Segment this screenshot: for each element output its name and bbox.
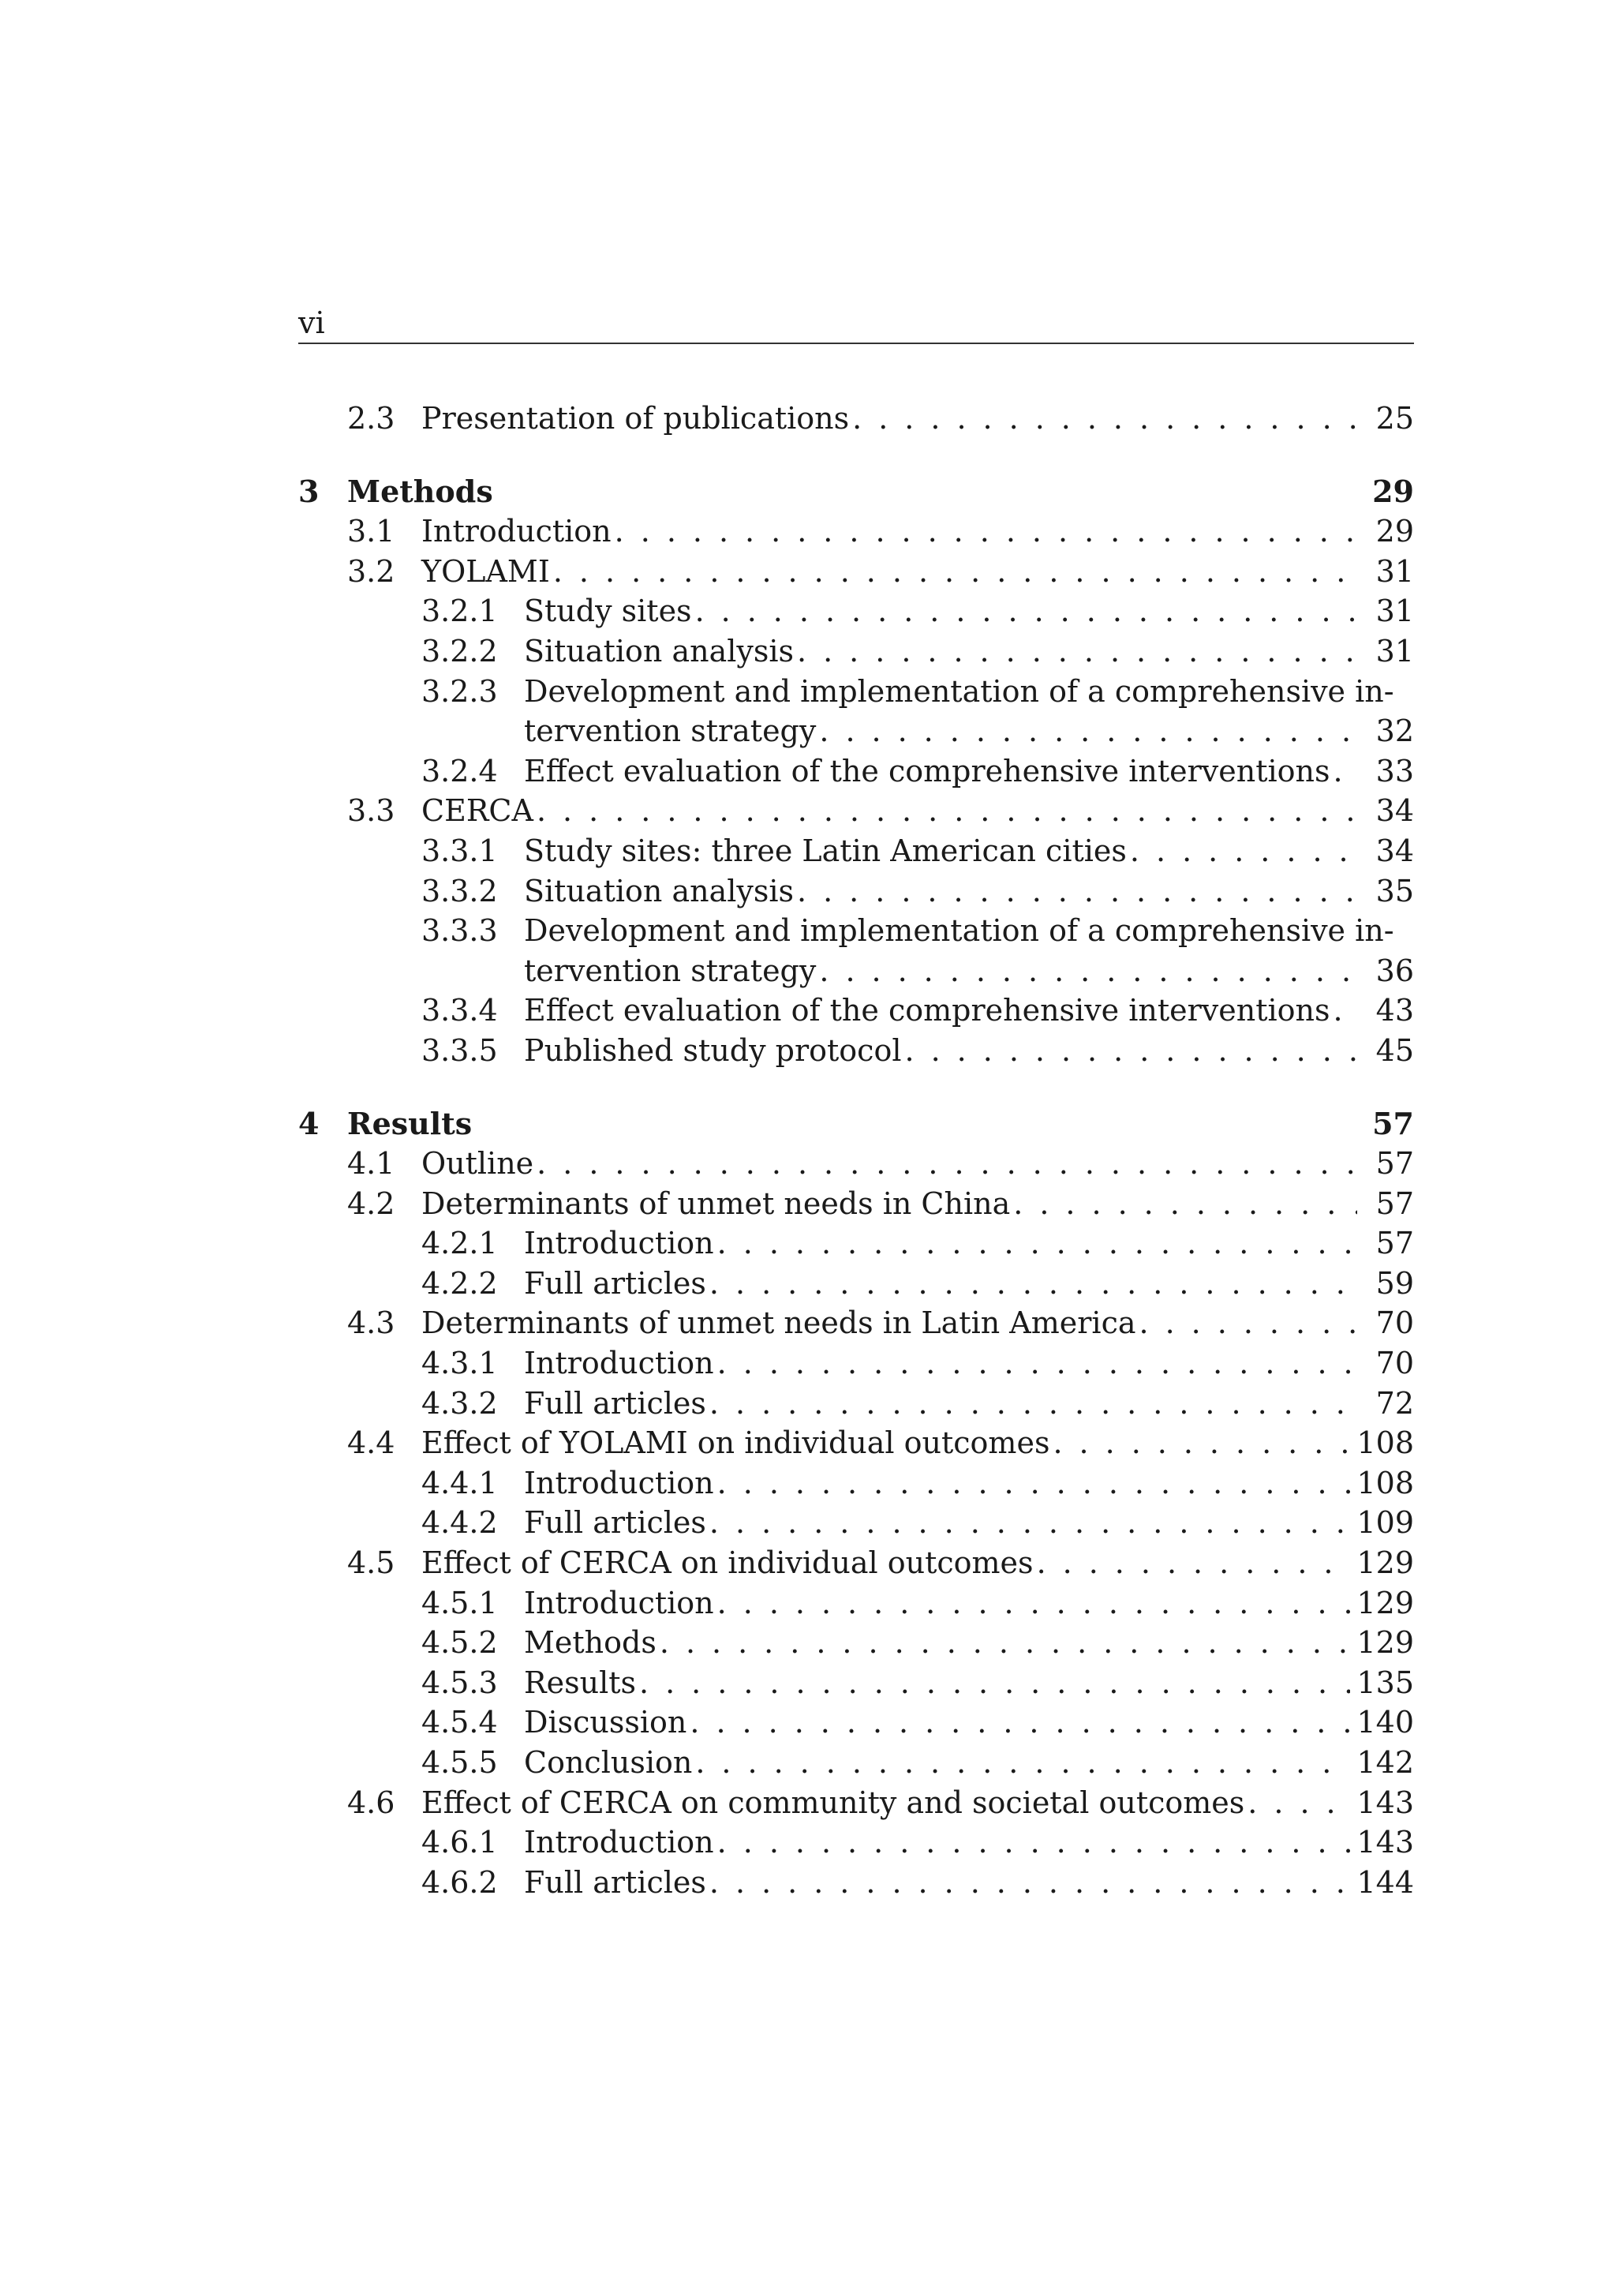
chapter-title: Methods — [347, 472, 496, 512]
subsection-number: 3.3.3 — [421, 913, 498, 949]
toc-entry[interactable] — [298, 399, 1414, 439]
toc-chapter[interactable] — [298, 1104, 1414, 1144]
dot-leader — [717, 1223, 1357, 1264]
subsection-title-line1: Development and implementation of a comprehensive in- — [524, 673, 1394, 709]
subsection-title: Situation analysis — [524, 631, 797, 672]
subsection-number: 4.5.4 — [421, 1705, 498, 1740]
page-number: vi — [298, 305, 325, 340]
dot-leader — [537, 1144, 1357, 1184]
subsection-number: 4.5.5 — [421, 1745, 498, 1780]
dot-leader — [797, 871, 1357, 912]
section-number: 4.5 — [347, 1545, 395, 1581]
section-title: Determinants of unmet needs in Latin America — [421, 1303, 1139, 1343]
section-title: Determinants of unmet needs in China — [421, 1184, 1013, 1224]
toc-entry-multiline[interactable] — [298, 672, 1414, 712]
subsection-title-line1: Development and implementation of a comprehensive in- — [524, 913, 1394, 949]
subsection-number: 4.2.2 — [421, 1265, 498, 1301]
dot-leader — [695, 1743, 1350, 1783]
chapter-title: Results — [347, 1104, 475, 1144]
toc-entry-multiline[interactable] — [298, 911, 1414, 951]
subsection-title: Introduction — [524, 1223, 717, 1264]
page-ref: 59 — [1375, 1265, 1414, 1301]
toc-entry[interactable] — [298, 1423, 1414, 1463]
subsection-number: 4.2.1 — [421, 1226, 498, 1261]
page-ref: 57 — [1375, 1185, 1414, 1221]
toc-entry[interactable] — [298, 1144, 1414, 1184]
page-ref: 144 — [1356, 1864, 1414, 1900]
subsection-number: 3.2.2 — [421, 633, 498, 669]
subsection-title: Published study protocol — [524, 1031, 905, 1071]
toc-entry[interactable] — [298, 1663, 1414, 1703]
subsection-number: 4.4.2 — [421, 1505, 498, 1541]
page-ref: 33 — [1375, 753, 1414, 788]
toc-chapter[interactable] — [298, 472, 1414, 512]
page-ref: 109 — [1356, 1505, 1414, 1541]
subsection-title: Full articles — [524, 1503, 709, 1543]
page-ref: 34 — [1375, 793, 1414, 829]
subsection-title: Conclusion — [524, 1743, 695, 1783]
section-title: Effect of CERCA on community and societal outcomes — [421, 1783, 1248, 1823]
page-ref: 57 — [1372, 1105, 1414, 1141]
toc-entry[interactable] — [298, 1863, 1414, 1903]
toc-entry[interactable] — [298, 1264, 1414, 1304]
subsection-title-line2: tervention strategy — [524, 951, 819, 991]
page-ref: 29 — [1372, 473, 1414, 509]
dot-leader — [1053, 1423, 1350, 1463]
subsection-number: 3.3.5 — [421, 1032, 498, 1068]
page-ref: 35 — [1375, 873, 1414, 908]
subsection-number: 4.5.1 — [421, 1585, 498, 1620]
subsection-number: 4.6.1 — [421, 1825, 498, 1860]
dot-leader — [537, 791, 1357, 831]
subsection-number: 4.5.3 — [421, 1665, 498, 1700]
subsection-title: Situation analysis — [524, 871, 797, 912]
page-ref: 129 — [1356, 1545, 1414, 1581]
page-ref: 70 — [1375, 1346, 1414, 1381]
toc-entry-continuation[interactable] — [298, 951, 1414, 991]
page-ref: 108 — [1356, 1465, 1414, 1500]
dot-leader — [819, 711, 1357, 751]
section-title: Presentation of publications — [421, 399, 852, 439]
toc-entry[interactable] — [298, 1463, 1414, 1504]
toc-entry[interactable] — [298, 1543, 1414, 1583]
dot-leader — [852, 399, 1357, 439]
dot-leader — [1334, 991, 1358, 1031]
page-ref: 135 — [1356, 1665, 1414, 1700]
toc-entry[interactable] — [298, 871, 1414, 912]
subsection-number: 3.2.3 — [421, 673, 498, 709]
page-ref: 70 — [1375, 1305, 1414, 1341]
dot-leader — [709, 1503, 1351, 1543]
subsection-title: Methods — [524, 1623, 660, 1663]
dot-leader — [1334, 751, 1358, 792]
page-ref: 31 — [1375, 594, 1414, 629]
subsection-title: Effect evaluation of the comprehensive interventions — [524, 751, 1334, 792]
subsection-title-line2: tervention strategy — [524, 711, 819, 751]
dot-leader — [717, 1822, 1351, 1863]
subsection-number: 3.2.1 — [421, 594, 498, 629]
dot-leader — [690, 1702, 1350, 1743]
running-header — [298, 298, 1414, 344]
subsection-number: 3.3.2 — [421, 873, 498, 908]
dot-leader — [639, 1663, 1350, 1703]
toc-entry[interactable] — [298, 1822, 1414, 1863]
dot-leader — [709, 1264, 1357, 1304]
subsection-title: Full articles — [524, 1384, 709, 1424]
dot-leader — [717, 1583, 1351, 1624]
dot-leader — [553, 552, 1357, 592]
subsection-title: Introduction — [524, 1343, 717, 1384]
page-ref: 29 — [1375, 514, 1414, 549]
page-ref: 72 — [1375, 1385, 1414, 1421]
toc-entry[interactable] — [298, 1343, 1414, 1384]
section-title: YOLAMI — [421, 552, 553, 592]
page-ref: 57 — [1375, 1146, 1414, 1182]
toc-entry[interactable] — [298, 1702, 1414, 1743]
toc-entry[interactable] — [298, 1503, 1414, 1543]
subsection-number: 4.5.2 — [421, 1625, 498, 1661]
section-number: 4.2 — [347, 1185, 395, 1221]
subsection-number: 3.2.4 — [421, 753, 498, 788]
subsection-number: 4.3.2 — [421, 1385, 498, 1421]
dot-leader — [695, 591, 1357, 631]
toc-entry[interactable] — [298, 1623, 1414, 1663]
toc-entry[interactable] — [298, 791, 1414, 831]
page-ref: 142 — [1356, 1745, 1414, 1780]
dot-leader — [905, 1031, 1358, 1071]
section-number: 4.1 — [347, 1146, 395, 1182]
subsection-number: 3.3.1 — [421, 833, 498, 868]
toc-entry[interactable] — [298, 1223, 1414, 1264]
toc-entry[interactable] — [298, 1031, 1414, 1071]
section-number: 3.2 — [347, 553, 395, 589]
page-ref: 129 — [1356, 1585, 1414, 1620]
toc-entry[interactable] — [298, 991, 1414, 1031]
dot-leader — [660, 1623, 1351, 1663]
page-ref: 32 — [1375, 714, 1414, 749]
chapter-number: 4 — [298, 1105, 320, 1141]
toc-entry[interactable] — [298, 751, 1414, 792]
page-ref: 25 — [1375, 401, 1414, 436]
toc-entry[interactable] — [298, 552, 1414, 592]
page-ref: 57 — [1375, 1226, 1414, 1261]
dot-leader — [717, 1343, 1357, 1384]
subsection-title: Full articles — [524, 1863, 709, 1903]
subsection-title: Discussion — [524, 1702, 690, 1743]
subsection-title: Introduction — [524, 1822, 717, 1863]
page-ref: 129 — [1356, 1625, 1414, 1661]
dot-leader — [709, 1384, 1357, 1424]
subsection-title: Study sites — [524, 591, 695, 631]
subsection-title: Study sites: three Latin American cities — [524, 831, 1130, 871]
page-ref: 140 — [1356, 1705, 1414, 1740]
dot-leader — [797, 631, 1357, 672]
page-ref: 31 — [1375, 553, 1414, 589]
toc-entry-continuation[interactable] — [298, 711, 1414, 751]
page-ref: 34 — [1375, 833, 1414, 868]
toc-entry[interactable] — [298, 1583, 1414, 1624]
section-number: 3.1 — [347, 514, 395, 549]
toc-entry[interactable] — [298, 591, 1414, 631]
section-title: Effect of CERCA on individual outcomes — [421, 1543, 1037, 1583]
toc-entry[interactable] — [298, 631, 1414, 672]
toc-entry[interactable] — [298, 831, 1414, 871]
subsection-number: 3.3.4 — [421, 993, 498, 1028]
toc-entry[interactable] — [298, 511, 1414, 552]
dot-leader — [819, 951, 1357, 991]
dot-leader — [717, 1463, 1351, 1504]
section-title: Introduction — [421, 511, 615, 552]
dot-leader — [1013, 1184, 1357, 1224]
section-number: 2.3 — [347, 401, 395, 436]
section-title: CERCA — [421, 791, 537, 831]
section-number: 4.3 — [347, 1305, 395, 1341]
dot-leader — [615, 511, 1357, 552]
page-ref: 45 — [1375, 1032, 1414, 1068]
page-ref: 36 — [1375, 953, 1414, 988]
toc-entry[interactable] — [298, 1783, 1414, 1823]
dot-leader — [1139, 1303, 1357, 1343]
page-ref: 31 — [1375, 633, 1414, 669]
subsection-title: Results — [524, 1663, 639, 1703]
section-title: Outline — [421, 1144, 537, 1184]
subsection-number: 4.6.2 — [421, 1864, 498, 1900]
subsection-title: Introduction — [524, 1463, 717, 1504]
dot-leader — [1248, 1783, 1350, 1823]
subsection-title: Introduction — [524, 1583, 717, 1624]
section-number: 4.4 — [347, 1425, 395, 1461]
toc-entry[interactable] — [298, 1384, 1414, 1424]
subsection-number: 4.3.1 — [421, 1346, 498, 1381]
chapter-number: 3 — [298, 473, 320, 509]
dot-leader — [1037, 1543, 1351, 1583]
subsection-title: Effect evaluation of the comprehensive interventions — [524, 991, 1334, 1031]
table-of-contents — [298, 399, 1414, 1902]
subsection-number: 4.4.1 — [421, 1465, 498, 1500]
dot-leader — [709, 1863, 1351, 1903]
section-number: 4.6 — [347, 1785, 395, 1820]
section-number: 3.3 — [347, 793, 395, 829]
subsection-title: Full articles — [524, 1264, 709, 1304]
page-ref: 108 — [1356, 1425, 1414, 1461]
page-ref: 143 — [1356, 1825, 1414, 1860]
section-title: Effect of YOLAMI on individual outcomes — [421, 1423, 1053, 1463]
page-ref: 43 — [1375, 993, 1414, 1028]
toc-entry[interactable] — [298, 1184, 1414, 1224]
page-ref: 143 — [1356, 1785, 1414, 1820]
dot-leader — [1130, 831, 1357, 871]
toc-entry[interactable] — [298, 1743, 1414, 1783]
toc-entry[interactable] — [298, 1303, 1414, 1343]
